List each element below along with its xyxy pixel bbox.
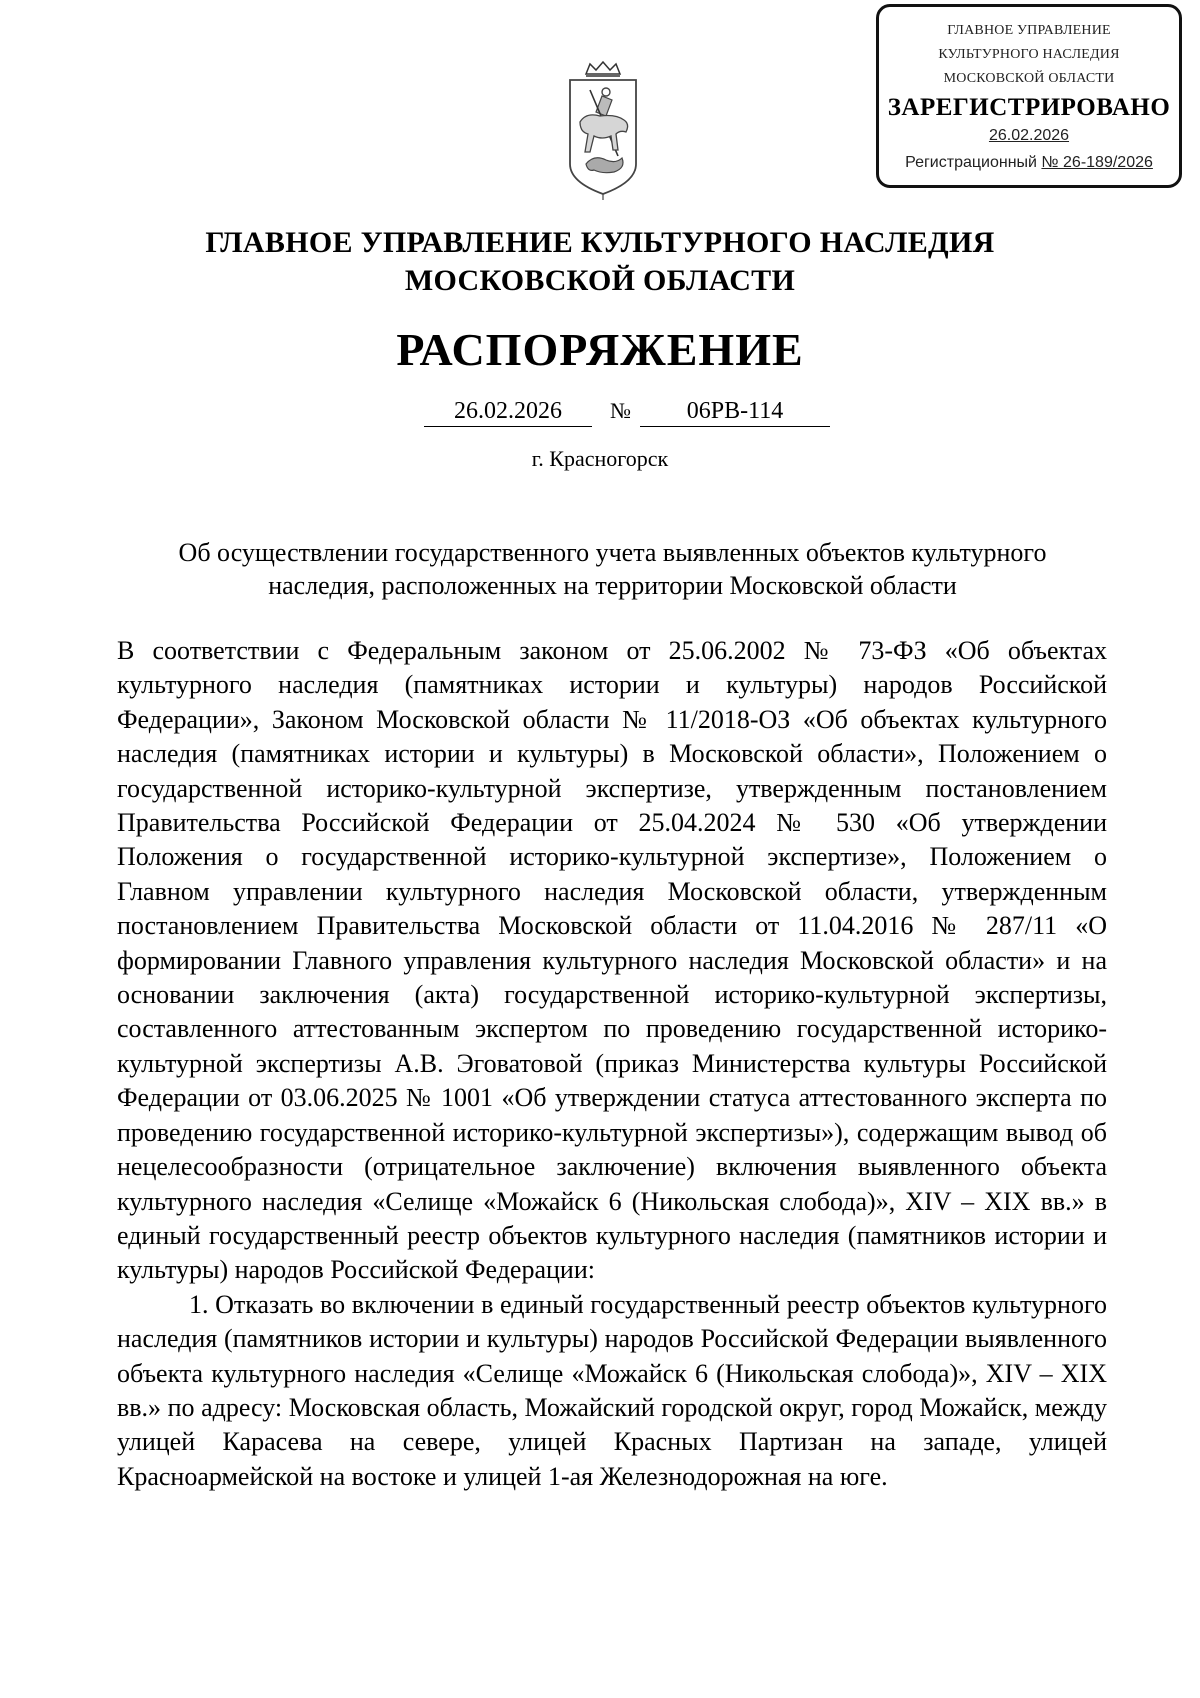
- subject-line-2: наследия, расположенных на территории Московской области: [268, 571, 957, 600]
- resolution-item-1: 1. Отказать во включении в единый государственный реестр объектов культурного наследия (памятников истории и культуры) народов Российской Федерации выявленного объекта культурного наследия «Селище «Можайск 6 (Никольская слобода)», XIV – XIX вв.» по адресу: Московская область, Можайский городской округ, город Можайск, между улицей Карасева на севере, улицей Красных Партизан на западе, улицей Красноармейской на востоке и улицей 1-ая Железнодорожная на юге.: [117, 1289, 1107, 1491]
- preamble-paragraph: В соответствии с Федеральным законом от 25.06.2002 № 73-ФЗ «Об объектах культурного наследия (памятниках истории и культуры) народов Российской Федерации», Законом Московской области № 11/2018-ОЗ «Об объектах культурного наследия (памятниках истории и культуры) в Московской области», Положением о государственной историко-культурной экспертизе, утвержденным постановлением Правительства Российской Федерации от 25.04.2024 № 530 «Об утверждении Положения о государственной историко-культурной экспертизе», Положением о Главном управлении культурного наследия Московской области, утвержденным постановлением Правительства Московской области от 11.04.2016 № 287/11 «О формировании Главного управления культурного наследия Московской области» и на основании заключения (акта) государственной историко-культурной экспертизы, составленного аттестованным экспертом по проведению государственной историко-культурной экспертизы А.В. Эговатовой (приказ Министерства культуры Российской Федерации от 03.06.2025 № 1001 «Об утверждении статуса аттестованного эксперта по проведению государственной историко-культурной экспертизы»), содержащим вывод об нецелесообразности (отрицательное заключение) включения выявленного объекта культурного наследия «Селище «Можайск 6 (Никольская слобода)», XIV – XIX вв.» в единый государственный реестр объектов культурного наследия (памятников истории и культуры) народов Российской Федерации:: [117, 636, 1107, 1285]
- document-body: [117, 634, 1107, 1494]
- number-sign: №: [610, 398, 631, 423]
- registration-stamp: [876, 4, 1182, 188]
- organization-title: [0, 224, 1200, 300]
- stamp-org-line-3: МОСКОВСКОЙ ОБЛАСТИ: [943, 71, 1115, 86]
- stamp-reg-label: Регистрационный: [905, 154, 1037, 171]
- document-type-heading: РАСПОРЯЖЕНИЕ: [396, 324, 804, 375]
- document-number: 06РВ-114: [686, 398, 784, 424]
- organization-title-line-2: МОСКОВСКОЙ ОБЛАСТИ: [404, 264, 796, 297]
- stamp-org-line-1: ГЛАВНОЕ УПРАВЛЕНИЕ: [947, 23, 1111, 38]
- stamp-organization: [879, 19, 1179, 91]
- document-date: 26.02.2026: [454, 398, 562, 424]
- stamp-status: ЗАРЕГИСТРИРОВАНО: [887, 94, 1171, 121]
- date-number-line: [0, 396, 1200, 430]
- date-underline: [424, 426, 592, 427]
- moscow-oblast-coat-of-arms-icon: [566, 60, 640, 200]
- document-city: г. Красногорск: [531, 446, 669, 471]
- subject-line-1: Об осуществлении государственного учета выявленных объектов культурного: [178, 538, 1047, 567]
- organization-title-line-1: ГЛАВНОЕ УПРАВЛЕНИЕ КУЛЬТУРНОГО НАСЛЕДИЯ: [205, 226, 995, 259]
- stamp-org-line-2: КУЛЬТУРНОГО НАСЛЕДИЯ: [938, 47, 1120, 62]
- stamp-date: 26.02.2026: [988, 127, 1070, 144]
- document-subject: [120, 536, 1105, 602]
- stamp-registration: [879, 151, 1179, 175]
- number-underline: [640, 426, 830, 427]
- stamp-reg-number: № 26-189/2026: [1041, 154, 1153, 171]
